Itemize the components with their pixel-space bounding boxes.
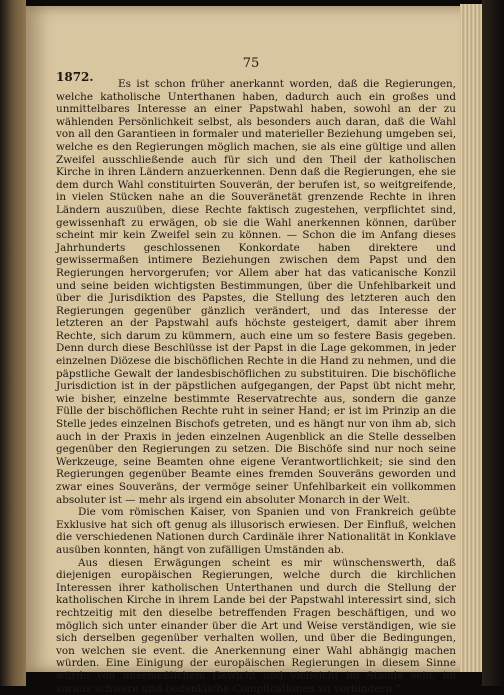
page-block-edges bbox=[460, 4, 482, 672]
year-marker: 1872. bbox=[56, 70, 94, 84]
binding-shadow bbox=[482, 0, 504, 686]
facing-page-edge bbox=[0, 0, 26, 686]
book-page bbox=[26, 6, 476, 695]
page-number: 75 bbox=[242, 56, 260, 71]
paragraph: Aus diesen Erwägungen scheint es mir wünschenswerth, daß diejenigen europäischen Regierungen, welche durch die kirchlichen Interessen ihrer katholischen Unterthanen und durch die Stellung der katholischen Kirche in ihrem Lande bei der Papstwahl interessirt sind, sich rechtzeitig mit den dieselbe betreffenden Fragen beschäftigen, und wo möglich sich unter einander über die Art und Weise verständigen, wie sie sich derselben gegenüber verhalten wollen, und über die Bedingungen, von welchen sie event. die Anerkennung einer Wahl abhängig machen würden. Eine Einigung der europäischen Regierungen in diesem Sinne würde von unermeßlichem Gewicht und vielleicht im Stande sein, im voraus schwere und bedenkliche Complicationen zu verhindern.“ bbox=[56, 556, 456, 695]
body-text bbox=[56, 78, 456, 695]
paragraph: Es ist schon früher anerkannt worden, daß die Regierungen, welche katholische Unterthanen haben, dadurch auch ein großes und unmittelbares Interesse an einer Papstwahl haben, sowohl an der zu wählenden Persönlichkeit selbst, als besonders auch daran, daß die Wahl von all den Garantieen in formaler und materieller Beziehung umgeben sei, welche es den Regierungen möglich machen, sie als eine gültige und allen Zweifel ausschließende auch für sich und den Theil der katholischen Kirche in ihren Ländern anzuerkennen. Denn daß die Regierungen, ehe sie dem durch Wahl constituirten Souverän, der berufen ist, so weitgreifende, in vielen Stücken nahe an die Souveränetät grenzende Rechte in ihren Ländern auszuüben, diese Rechte faktisch zugestehen, verpflichtet sind, gewissenhaft zu erwägen, ob sie die Wahl anerkennen können, darüber scheint mir kein Zweifel sein zu können. — Schon die im Anfang dieses Jahrhunderts geschlossenen Konkordate haben direktere und gewissermaßen intimere Beziehungen zwischen dem Papst und den Regierungen hervorgerufen; vor Allem aber hat das vaticanische Konzil und seine beiden wichtigsten Bestimmungen, über die Unfehlbarkeit und über die Jurisdiktion des Papstes, die Stellung des letzteren auch den Regierungen gegenüber gänzlich verändert, und das Interesse der letzteren an der Papstwahl aufs höchste gesteigert, damit aber ihrem Rechte, sich darum zu kümmern, auch eine um so festere Basis gegeben. Denn durch diese Beschlüsse ist der Papst in die Lage gekommen, in jeder einzelnen Diözese die bischöflichen Rechte in die Hand zu nehmen, und die päpstliche Gewalt der landesbischöflichen zu substituiren. Die bischöfliche Jurisdiction ist in der päpstlichen aufgegangen, der Papst übt nicht mehr, wie bisher, einzelne bestimmte Reservatrechte aus, sondern die ganze Fülle der bischöflichen Rechte ruht in seiner Hand; er ist im Prinzip an die Stelle jedes einzelnen Bischofs getreten, und es hängt nur von ihm ab, sich auch in der Praxis in jeden einzelnen Augenblick an die Stelle desselben gegenüber den Regierungen zu setzen. Die Bischöfe sind nur noch seine Werkzeuge, seine Beamten ohne eigene Verantwortlichkeit; sie sind den Regierungen gegenüber Beamte eines fremden Souveräns geworden und zwar eines Souveräns, der vermöge seiner Unfehlbarkeit ein vollkommen absoluter ist — mehr als irgend ein absoluter Monarch in der Welt. bbox=[56, 78, 456, 506]
paragraph: Die vom römischen Kaiser, von Spanien und von Frankreich geübte Exklusive hat sich oft genug als illusorisch erwiesen. Der Einfluß, welchen die verschiedenen Nationen durch Cardinäle ihrer Nationalität in Konklave ausüben konnten, hängt von zufälligen Umständen ab. bbox=[56, 506, 456, 556]
